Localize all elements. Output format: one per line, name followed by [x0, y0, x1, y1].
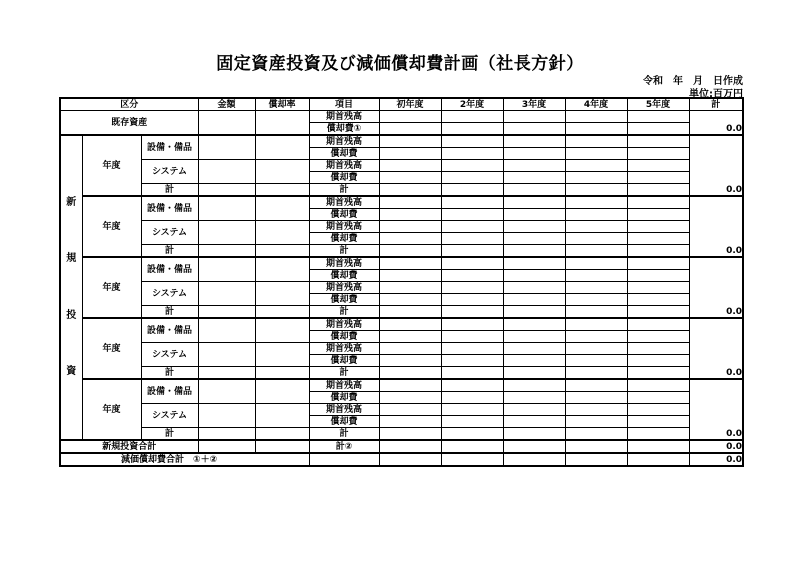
group-1-equipment-opening-item: 期首残高	[309, 135, 379, 148]
group-5-system-depr-y3[interactable]	[503, 416, 565, 428]
group-5-equipment-opening-y3[interactable]	[503, 379, 565, 392]
group-2-equipment-opening-y5[interactable]	[627, 196, 689, 209]
new-investment-total-y3[interactable]	[503, 440, 565, 453]
group-1-subtotal-rate[interactable]	[255, 184, 309, 197]
group-5-equipment-depr-y4[interactable]	[565, 392, 627, 404]
header-category: 区分	[60, 98, 198, 111]
group-1-subtotal-y1[interactable]	[379, 184, 441, 197]
group-5-equipment-opening-item: 期首残高	[309, 379, 379, 392]
group-2-system-rate[interactable]	[255, 221, 309, 245]
group-2-subtotal-y5[interactable]	[627, 245, 689, 258]
group-2-subtotal-y3[interactable]	[503, 245, 565, 258]
group-4-subtotal-y5[interactable]	[627, 367, 689, 380]
group-5-equipment-opening-y4[interactable]	[565, 379, 627, 392]
group-5-equipment-opening-y5[interactable]	[627, 379, 689, 392]
group-5-subtotal-item: 計	[309, 428, 379, 441]
existing-rate-cell[interactable]	[255, 111, 309, 136]
existing-depr-y1[interactable]	[379, 123, 441, 136]
group-1-system-depr-y4[interactable]	[565, 172, 627, 184]
group-2-subtotal-y2[interactable]	[441, 245, 503, 258]
group-3-equipment-depr-item: 償却費	[309, 270, 379, 282]
group-3-row	[60, 257, 743, 270]
group-5-equipment-opening-y2[interactable]	[441, 379, 503, 392]
group-4-system-depr-y2[interactable]	[441, 355, 503, 367]
group-1-total: 0.0	[689, 135, 743, 196]
group-3-equipment-depr-y5[interactable]	[627, 270, 689, 282]
group-3-row	[60, 282, 743, 294]
group-2-equipment-depr-y3[interactable]	[503, 209, 565, 221]
group-4-equipment-depr-y1[interactable]	[379, 331, 441, 343]
group-3-equipment-depr-y2[interactable]	[441, 270, 503, 282]
group-4-system-opening-y4[interactable]	[565, 343, 627, 355]
existing-opening-y1[interactable]	[379, 111, 441, 123]
group-1-system-depr-y5[interactable]	[627, 172, 689, 184]
page-title: 固定資産投資及び減価償却費計画（社長方針）	[216, 54, 584, 74]
group-4-equipment-opening-y2[interactable]	[441, 318, 503, 331]
existing-item-depreciation: 償却費①	[309, 123, 379, 136]
group-3-subtotal-label: 計	[141, 306, 198, 319]
group-3-system-rate[interactable]	[255, 282, 309, 306]
group-1-subtotal-amount[interactable]	[198, 184, 255, 197]
group-5-system-depr-y5[interactable]	[627, 416, 689, 428]
group-5-row	[60, 379, 743, 392]
group-2-equipment-opening-y2[interactable]	[441, 196, 503, 209]
group-3-system-opening-y3[interactable]	[503, 282, 565, 294]
group-2-system-depr-y3[interactable]	[503, 233, 565, 245]
group-3-row	[60, 306, 743, 319]
existing-depr-y3[interactable]	[503, 123, 565, 136]
group-3-year-label: 年度	[82, 257, 141, 318]
group-5-total: 0.0	[689, 379, 743, 440]
group-1-subtotal-item: 計	[309, 184, 379, 197]
group-5-system-opening-y4[interactable]	[565, 404, 627, 416]
group-3-equipment-opening-item: 期首残高	[309, 257, 379, 270]
header-year-4: 4年度	[565, 98, 627, 111]
group-4-total: 0.0	[689, 318, 743, 379]
group-2-system-opening-y3[interactable]	[503, 221, 565, 233]
side-label-char: 規	[66, 253, 77, 265]
group-1-system-depr-item: 償却費	[309, 172, 379, 184]
new-investment-total-y5[interactable]	[627, 440, 689, 453]
group-4-equipment-opening-item: 期首残高	[309, 318, 379, 331]
group-2-system-opening-y4[interactable]	[565, 221, 627, 233]
new-investment-total-rate[interactable]	[255, 440, 309, 453]
existing-depr-y5[interactable]	[627, 123, 689, 136]
group-3-system-opening-y4[interactable]	[565, 282, 627, 294]
group-1-system-opening-item: 期首残高	[309, 160, 379, 172]
header-year-3: 3年度	[503, 98, 565, 111]
group-1-subtotal-y4[interactable]	[565, 184, 627, 197]
group-1-system-rate[interactable]	[255, 160, 309, 184]
group-4-system-depr-y1[interactable]	[379, 355, 441, 367]
header-item: 項目	[309, 98, 379, 111]
side-label-char: 資	[66, 366, 77, 378]
overall-depreciation-row	[60, 453, 743, 466]
group-5-subtotal-y1[interactable]	[379, 428, 441, 441]
group-2-system-label: システム	[141, 221, 198, 245]
group-2-equipment-opening-item: 期首残高	[309, 196, 379, 209]
group-3-system-depr-item: 償却費	[309, 294, 379, 306]
group-4-subtotal-item: 計	[309, 367, 379, 380]
group-5-system-label: システム	[141, 404, 198, 428]
group-1-equipment-depr-y1[interactable]	[379, 148, 441, 160]
group-4-system-opening-y2[interactable]	[441, 343, 503, 355]
group-1-row	[60, 160, 743, 172]
group-5-row	[60, 404, 743, 416]
group-5-equipment-depr-y5[interactable]	[627, 392, 689, 404]
group-5-system-depr-item: 償却費	[309, 416, 379, 428]
header-year-1: 初年度	[379, 98, 441, 111]
new-investment-total-value: 0.0	[689, 440, 743, 453]
group-1-system-opening-y5[interactable]	[627, 160, 689, 172]
group-3-equipment-amount[interactable]	[198, 257, 255, 282]
header-year-2: 2年度	[441, 98, 503, 111]
group-4-equipment-depr-y4[interactable]	[565, 331, 627, 343]
group-4-equipment-opening-y5[interactable]	[627, 318, 689, 331]
group-1-row	[60, 184, 743, 197]
group-1-equipment-depr-item: 償却費	[309, 148, 379, 160]
group-5-equipment-depr-y2[interactable]	[441, 392, 503, 404]
group-1-system-opening-y4[interactable]	[565, 160, 627, 172]
group-2-subtotal-rate[interactable]	[255, 245, 309, 258]
group-3-equipment-opening-y1[interactable]	[379, 257, 441, 270]
group-3-subtotal-rate[interactable]	[255, 306, 309, 319]
overall-depreciation-value: 0.0	[689, 453, 743, 466]
existing-opening-y3[interactable]	[503, 111, 565, 123]
overall-depreciation-y2[interactable]	[441, 453, 503, 466]
group-4-system-opening-y5[interactable]	[627, 343, 689, 355]
new-investment-side-label	[60, 135, 82, 440]
header-rate: 償却率	[255, 98, 309, 111]
group-5-subtotal-amount[interactable]	[198, 428, 255, 441]
group-4-equipment-depr-y5[interactable]	[627, 331, 689, 343]
group-5-system-opening-y1[interactable]	[379, 404, 441, 416]
group-1-equipment-depr-y4[interactable]	[565, 148, 627, 160]
group-5-system-depr-y4[interactable]	[565, 416, 627, 428]
existing-item-opening: 期首残高	[309, 111, 379, 123]
header-year-5: 5年度	[627, 98, 689, 111]
group-4-system-amount[interactable]	[198, 343, 255, 367]
group-1-equipment-opening-y5[interactable]	[627, 135, 689, 148]
group-4-subtotal-y2[interactable]	[441, 367, 503, 380]
group-1-equipment-depr-y3[interactable]	[503, 148, 565, 160]
group-4-equipment-depr-y3[interactable]	[503, 331, 565, 343]
group-4-equipment-opening-y1[interactable]	[379, 318, 441, 331]
group-5-subtotal-y5[interactable]	[627, 428, 689, 441]
group-4-row	[60, 318, 743, 331]
group-3-subtotal-item: 計	[309, 306, 379, 319]
existing-opening-y5[interactable]	[627, 111, 689, 123]
group-2-system-opening-item: 期首残高	[309, 221, 379, 233]
existing-amount-cell[interactable]	[198, 111, 255, 136]
new-investment-total-amount[interactable]	[198, 440, 255, 453]
group-2-equipment-depr-y1[interactable]	[379, 209, 441, 221]
group-2-subtotal-amount[interactable]	[198, 245, 255, 258]
group-5-system-amount[interactable]	[198, 404, 255, 428]
group-3-subtotal-y2[interactable]	[441, 306, 503, 319]
group-4-row	[60, 343, 743, 355]
group-3-equipment-opening-y4[interactable]	[565, 257, 627, 270]
existing-depr-y2[interactable]	[441, 123, 503, 136]
group-5-row	[60, 428, 743, 441]
group-5-system-opening-y5[interactable]	[627, 404, 689, 416]
group-1-equipment-opening-y1[interactable]	[379, 135, 441, 148]
group-5-subtotal-y3[interactable]	[503, 428, 565, 441]
group-3-system-opening-y1[interactable]	[379, 282, 441, 294]
group-3-subtotal-y3[interactable]	[503, 306, 565, 319]
group-1-system-opening-y1[interactable]	[379, 160, 441, 172]
group-5-subtotal-label: 計	[141, 428, 198, 441]
group-1-equipment-opening-y4[interactable]	[565, 135, 627, 148]
group-5-equipment-opening-y1[interactable]	[379, 379, 441, 392]
group-3-subtotal-y5[interactable]	[627, 306, 689, 319]
group-3-equipment-depr-y4[interactable]	[565, 270, 627, 282]
group-3-system-opening-y5[interactable]	[627, 282, 689, 294]
group-2-equipment-opening-y3[interactable]	[503, 196, 565, 209]
group-1-equipment-opening-y3[interactable]	[503, 135, 565, 148]
side-label-char: 投	[66, 309, 77, 321]
group-4-system-label: システム	[141, 343, 198, 367]
group-1-equipment-amount[interactable]	[198, 135, 255, 160]
group-2-equipment-opening-y1[interactable]	[379, 196, 441, 209]
group-2-row	[60, 245, 743, 258]
group-1-equipment-depr-y2[interactable]	[441, 148, 503, 160]
group-3-equipment-label: 設備・備品	[141, 257, 198, 282]
overall-item-cell	[309, 453, 379, 466]
group-4-system-depr-y5[interactable]	[627, 355, 689, 367]
group-2-equipment-depr-y2[interactable]	[441, 209, 503, 221]
group-2-system-depr-item: 償却費	[309, 233, 379, 245]
group-5-system-opening-item: 期首残高	[309, 404, 379, 416]
group-3-system-depr-y5[interactable]	[627, 294, 689, 306]
group-2-equipment-depr-item: 償却費	[309, 209, 379, 221]
group-4-equipment-amount[interactable]	[198, 318, 255, 343]
group-5-system-opening-y2[interactable]	[441, 404, 503, 416]
side-label-char: 新	[66, 196, 77, 208]
group-4-system-rate[interactable]	[255, 343, 309, 367]
group-4-equipment-depr-y2[interactable]	[441, 331, 503, 343]
group-2-total: 0.0	[689, 196, 743, 257]
group-2-equipment-rate[interactable]	[255, 196, 309, 221]
group-5-system-depr-y1[interactable]	[379, 416, 441, 428]
overall-depreciation-y3[interactable]	[503, 453, 565, 466]
group-1-system-amount[interactable]	[198, 160, 255, 184]
group-4-equipment-depr-item: 償却費	[309, 331, 379, 343]
group-1-system-depr-y2[interactable]	[441, 172, 503, 184]
existing-depr-y4[interactable]	[565, 123, 627, 136]
group-3-system-depr-y1[interactable]	[379, 294, 441, 306]
group-4-subtotal-y3[interactable]	[503, 367, 565, 380]
group-2-system-amount[interactable]	[198, 221, 255, 245]
group-5-equipment-amount[interactable]	[198, 379, 255, 404]
group-2-subtotal-y1[interactable]	[379, 245, 441, 258]
creation-date-line: 令和 年 月 日作成	[643, 76, 743, 87]
group-2-equipment-opening-y4[interactable]	[565, 196, 627, 209]
group-2-row	[60, 196, 743, 209]
group-5-equipment-depr-item: 償却費	[309, 392, 379, 404]
group-3-system-opening-y2[interactable]	[441, 282, 503, 294]
group-3-system-label: システム	[141, 282, 198, 306]
group-5-subtotal-y2[interactable]	[441, 428, 503, 441]
group-4-subtotal-y1[interactable]	[379, 367, 441, 380]
group-5-equipment-depr-y1[interactable]	[379, 392, 441, 404]
group-4-subtotal-amount[interactable]	[198, 367, 255, 380]
group-2-subtotal-label: 計	[141, 245, 198, 258]
new-investment-total-label: 新規投資合計	[60, 440, 198, 453]
new-investment-total-item: 計②	[309, 440, 379, 453]
group-4-system-depr-item: 償却費	[309, 355, 379, 367]
group-5-year-label: 年度	[82, 379, 141, 440]
group-2-row	[60, 221, 743, 233]
group-4-subtotal-rate[interactable]	[255, 367, 309, 380]
group-1-subtotal-y2[interactable]	[441, 184, 503, 197]
group-1-system-depr-y1[interactable]	[379, 172, 441, 184]
new-investment-total-y2[interactable]	[441, 440, 503, 453]
existing-opening-y4[interactable]	[565, 111, 627, 123]
group-2-system-depr-y4[interactable]	[565, 233, 627, 245]
group-2-subtotal-item: 計	[309, 245, 379, 258]
group-3-equipment-opening-y5[interactable]	[627, 257, 689, 270]
group-1-subtotal-y3[interactable]	[503, 184, 565, 197]
group-1-equipment-label: 設備・備品	[141, 135, 198, 160]
new-investment-total-y1[interactable]	[379, 440, 441, 453]
group-1-system-opening-y2[interactable]	[441, 160, 503, 172]
group-4-equipment-opening-y3[interactable]	[503, 318, 565, 331]
group-2-system-opening-y2[interactable]	[441, 221, 503, 233]
group-4-equipment-label: 設備・備品	[141, 318, 198, 343]
group-2-equipment-label: 設備・備品	[141, 196, 198, 221]
group-3-system-opening-item: 期首残高	[309, 282, 379, 294]
group-2-equipment-amount[interactable]	[198, 196, 255, 221]
existing-total-cell: 0.0	[689, 111, 743, 136]
group-5-system-rate[interactable]	[255, 404, 309, 428]
group-4-row	[60, 367, 743, 380]
group-1-system-depr-y3[interactable]	[503, 172, 565, 184]
unit-label: 単位:百万円	[689, 89, 743, 100]
table-body	[60, 98, 743, 466]
existing-opening-y2[interactable]	[441, 111, 503, 123]
group-5-system-opening-y3[interactable]	[503, 404, 565, 416]
overall-depreciation-y4[interactable]	[565, 453, 627, 466]
group-4-system-depr-y3[interactable]	[503, 355, 565, 367]
group-2-subtotal-y4[interactable]	[565, 245, 627, 258]
existing-row-opening	[60, 111, 743, 123]
group-3-system-amount[interactable]	[198, 282, 255, 306]
header-row	[60, 98, 743, 111]
overall-depreciation-y1[interactable]	[379, 453, 441, 466]
group-1-subtotal-label: 計	[141, 184, 198, 197]
group-5-equipment-label: 設備・備品	[141, 379, 198, 404]
group-1-equipment-depr-y5[interactable]	[627, 148, 689, 160]
group-3-system-depr-y3[interactable]	[503, 294, 565, 306]
group-5-equipment-depr-y3[interactable]	[503, 392, 565, 404]
group-3-system-depr-y4[interactable]	[565, 294, 627, 306]
group-1-equipment-rate[interactable]	[255, 135, 309, 160]
group-1-system-label: システム	[141, 160, 198, 184]
group-4-subtotal-y4[interactable]	[565, 367, 627, 380]
group-3-subtotal-amount[interactable]	[198, 306, 255, 319]
group-3-equipment-depr-y3[interactable]	[503, 270, 565, 282]
group-3-subtotal-y4[interactable]	[565, 306, 627, 319]
depreciation-plan-table	[59, 97, 744, 467]
group-1-equipment-opening-y2[interactable]	[441, 135, 503, 148]
group-4-system-depr-y4[interactable]	[565, 355, 627, 367]
header-total: 計	[689, 98, 743, 111]
header-amount: 金額	[198, 98, 255, 111]
group-5-equipment-rate[interactable]	[255, 379, 309, 404]
new-investment-total-y4[interactable]	[565, 440, 627, 453]
group-2-system-depr-y5[interactable]	[627, 233, 689, 245]
group-1-system-opening-y3[interactable]	[503, 160, 565, 172]
existing-assets-label: 既存資産	[60, 111, 198, 136]
new-investment-total-row	[60, 440, 743, 453]
group-3-equipment-opening-y2[interactable]	[441, 257, 503, 270]
group-1-year-label: 年度	[82, 135, 141, 196]
overall-depreciation-y5[interactable]	[627, 453, 689, 466]
group-4-system-opening-item: 期首残高	[309, 343, 379, 355]
group-3-total: 0.0	[689, 257, 743, 318]
group-4-year-label: 年度	[82, 318, 141, 379]
group-2-system-opening-y1[interactable]	[379, 221, 441, 233]
group-3-subtotal-y1[interactable]	[379, 306, 441, 319]
group-4-system-opening-y1[interactable]	[379, 343, 441, 355]
group-1-row	[60, 135, 743, 148]
group-5-subtotal-y4[interactable]	[565, 428, 627, 441]
group-4-equipment-opening-y4[interactable]	[565, 318, 627, 331]
group-3-equipment-depr-y1[interactable]	[379, 270, 441, 282]
overall-depreciation-label: 減価償却費合計 ①＋②	[60, 453, 309, 466]
group-1-subtotal-y5[interactable]	[627, 184, 689, 197]
group-3-equipment-rate[interactable]	[255, 257, 309, 282]
group-2-system-opening-y5[interactable]	[627, 221, 689, 233]
group-2-equipment-depr-y4[interactable]	[565, 209, 627, 221]
group-5-system-depr-y2[interactable]	[441, 416, 503, 428]
group-2-system-depr-y1[interactable]	[379, 233, 441, 245]
group-2-equipment-depr-y5[interactable]	[627, 209, 689, 221]
group-5-subtotal-rate[interactable]	[255, 428, 309, 441]
group-3-equipment-opening-y3[interactable]	[503, 257, 565, 270]
group-2-system-depr-y2[interactable]	[441, 233, 503, 245]
group-4-subtotal-label: 計	[141, 367, 198, 380]
group-2-year-label: 年度	[82, 196, 141, 257]
group-3-system-depr-y2[interactable]	[441, 294, 503, 306]
group-4-equipment-rate[interactable]	[255, 318, 309, 343]
group-4-system-opening-y3[interactable]	[503, 343, 565, 355]
